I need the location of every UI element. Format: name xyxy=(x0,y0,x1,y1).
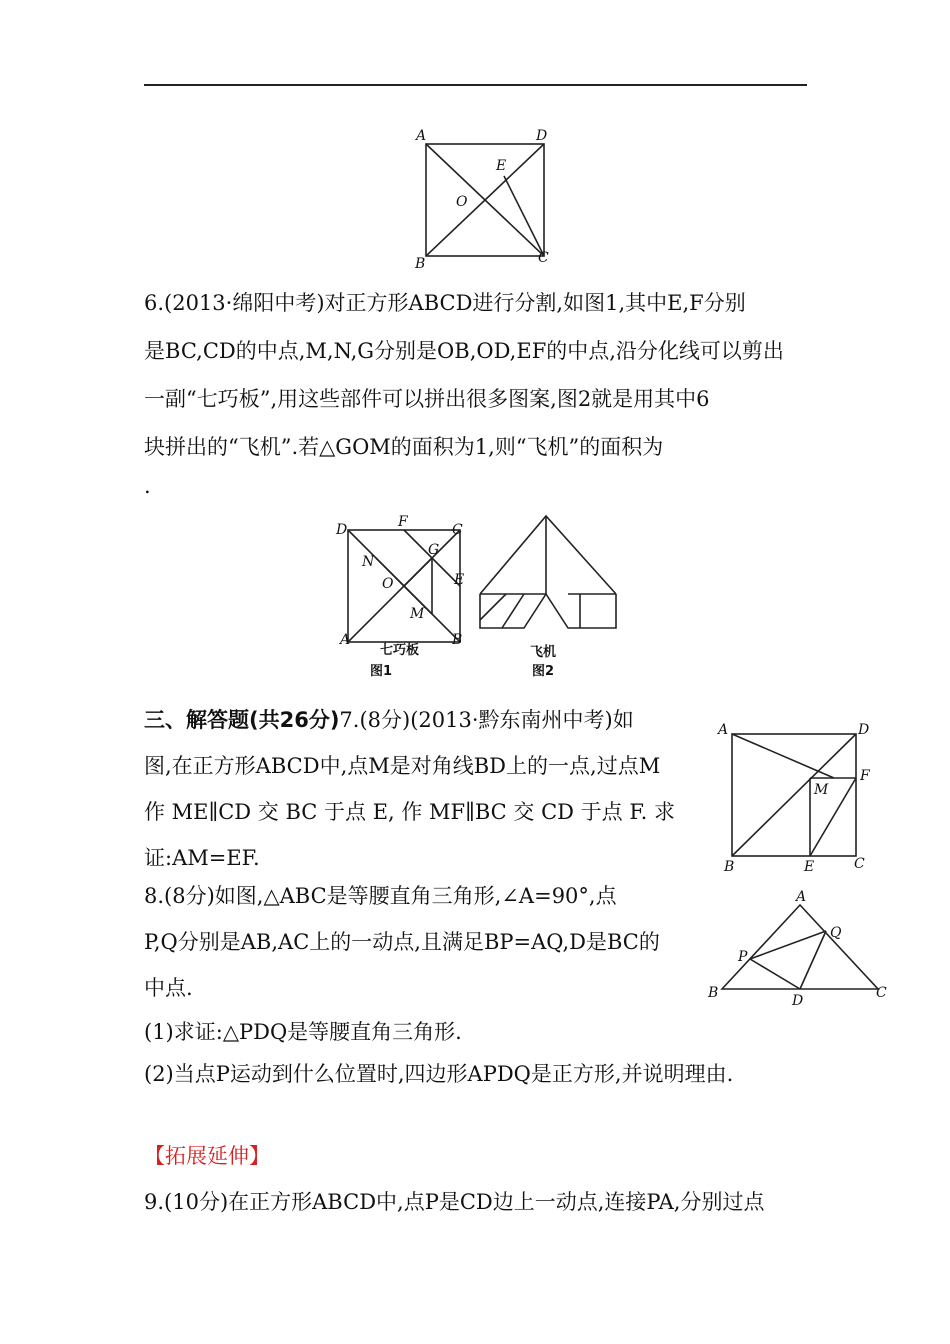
fig1-caption-number: 图1 xyxy=(370,664,393,679)
q7-label-F: F xyxy=(860,768,870,784)
q6-line-3: 一副“七巧板”,用这些部件可以拼出很多图案,图2就是用其中6 xyxy=(144,387,710,411)
q8-part-2: (2)当点P运动到什么位置时,四边形APDQ是正方形,并说明理由. xyxy=(144,1062,734,1086)
t-label-B: B xyxy=(452,632,463,648)
q6-line-5: . xyxy=(144,474,151,498)
q8-line-1: 8.(8分)如图,△ABC是等腰直角三角形,∠A=90°,点 xyxy=(144,884,617,908)
t-label-F: F xyxy=(398,514,408,530)
fig2-caption-number: 图2 xyxy=(532,664,555,679)
q8-line-3: 中点. xyxy=(144,976,193,1000)
q8-label-C: C xyxy=(876,985,887,1001)
fig1-caption-name: 七巧板 xyxy=(380,643,420,658)
label-B: B xyxy=(415,256,426,272)
t-label-N: N xyxy=(362,554,375,570)
label-E: E xyxy=(496,158,507,174)
t-label-O: O xyxy=(382,576,394,592)
t-label-M: M xyxy=(410,606,425,622)
t-label-E: E xyxy=(454,572,465,588)
q7-line-1: 7.(8分)(2013·黔东南州中考)如 xyxy=(339,708,634,732)
fig2-caption-name: 飞机 xyxy=(530,645,557,660)
label-D: D xyxy=(536,128,548,144)
q8-label-B: B xyxy=(708,985,719,1001)
header-rule xyxy=(144,84,807,86)
q7-line-2: 图,在正方形ABCD中,点M是对角线BD上的一点,过点M xyxy=(144,754,661,778)
q6-line-4: 块拼出的“飞机”.若△GOM的面积为1,则“飞机”的面积为 xyxy=(144,435,664,459)
extension-heading: 【拓展延伸】 xyxy=(144,1144,270,1168)
q6-line-2: 是BC,CD的中点,M,N,G分别是OB,OD,EF的中点,沿分化线可以剪出 xyxy=(144,339,784,363)
q7-label-A: A xyxy=(718,722,729,738)
label-O: O xyxy=(456,194,468,210)
q7-line-3: 作 ME∥CD 交 BC 于点 E, 作 MF∥BC 交 CD 于点 F. 求 xyxy=(144,800,675,824)
figure-tangram xyxy=(330,510,475,660)
q7-label-D: D xyxy=(858,722,870,738)
label-C: C xyxy=(538,250,549,266)
t-label-G: G xyxy=(428,542,440,558)
q7-label-B: B xyxy=(724,859,735,875)
q8-part-1: (1)求证:△PDQ是等腰直角三角形. xyxy=(144,1020,462,1044)
t-label-D: D xyxy=(336,522,348,538)
q6-line-1: 6.(2013·绵阳中考)对正方形ABCD进行分割,如图1,其中E,F分别 xyxy=(144,291,746,315)
t-label-C: C xyxy=(452,522,463,538)
figure-square-diagonals xyxy=(408,124,558,274)
q9-line-1: 9.(10分)在正方形ABCD中,点P是CD边上一动点,连接PA,分别过点 xyxy=(144,1190,765,1214)
q8-label-Q: Q xyxy=(830,925,842,941)
q8-line-2: P,Q分别是AB,AC上的一动点,且满足BP=AQ,D是BC的 xyxy=(144,930,660,954)
q7-label-C: C xyxy=(854,856,865,872)
q8-label-D: D xyxy=(792,993,804,1009)
label-A: A xyxy=(416,128,427,144)
figure-q7-square xyxy=(714,718,874,878)
t-label-A: A xyxy=(340,632,351,648)
q8-label-A: A xyxy=(796,889,807,905)
figure-airplane xyxy=(476,510,621,635)
q8-label-P: P xyxy=(738,949,748,965)
section-3-heading: 三、解答题(共26分) xyxy=(144,708,340,732)
q7-line-4: 证:AM=EF. xyxy=(144,846,260,870)
q7-label-M: M xyxy=(814,782,829,798)
figure-q8-triangle xyxy=(700,885,895,1010)
q7-label-E: E xyxy=(804,859,815,875)
